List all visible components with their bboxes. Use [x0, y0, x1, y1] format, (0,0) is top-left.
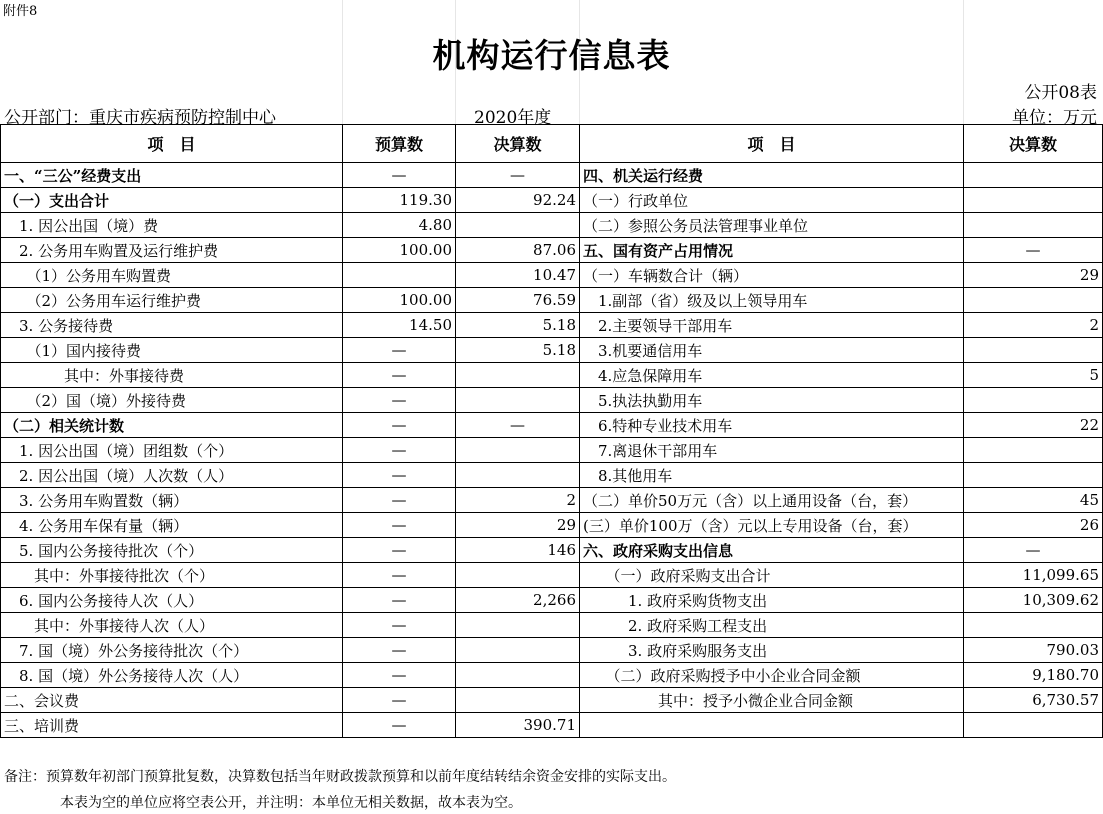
final-cell: 2,266	[456, 588, 580, 613]
budget-cell: 14.50	[343, 313, 456, 338]
department-label: 公开部门：重庆市疾病预防控制中心	[4, 108, 276, 128]
right-item-cell: 8.其他用车	[580, 463, 964, 488]
budget-cell: —	[343, 413, 456, 438]
right-value-cell: 10,309.62	[964, 588, 1103, 613]
table-row	[1, 263, 1103, 288]
left-item-cell: 2. 因公出国（境）人次数（人）	[1, 463, 343, 488]
budget-cell: —	[343, 538, 456, 563]
left-item-cell: 其中：外事接待费	[1, 363, 343, 388]
final-cell	[456, 663, 580, 688]
table-row	[1, 213, 1103, 238]
right-item-cell: 4.应急保障用车	[580, 363, 964, 388]
right-item-cell: 1. 政府采购货物支出	[580, 588, 964, 613]
right-item-cell: 1.副部（省）级及以上领导用车	[580, 288, 964, 313]
right-item-cell: 2.主要领导干部用车	[580, 313, 964, 338]
table-row	[1, 313, 1103, 338]
table-row	[1, 188, 1103, 213]
right-value-cell	[964, 713, 1103, 738]
right-value-cell: —	[964, 538, 1103, 563]
budget-cell: —	[343, 563, 456, 588]
budget-cell: —	[343, 163, 456, 188]
budget-cell: 119.30	[343, 188, 456, 213]
right-value-cell: 5	[964, 363, 1103, 388]
left-item-cell: 其中：外事接待批次（个）	[1, 563, 343, 588]
table-row	[1, 438, 1103, 463]
table-row	[1, 563, 1103, 588]
final-cell	[456, 638, 580, 663]
right-value-cell	[964, 163, 1103, 188]
right-value-cell: 45	[964, 488, 1103, 513]
budget-cell: —	[343, 513, 456, 538]
form-code: 公开08表	[1024, 83, 1097, 103]
table-header-row	[1, 125, 1103, 163]
budget-cell: 4.80	[343, 213, 456, 238]
left-item-cell: 3. 公务用车购置数（辆）	[1, 488, 343, 513]
left-item-cell: 5. 国内公务接待批次（个）	[1, 538, 343, 563]
budget-cell: 100.00	[343, 238, 456, 263]
final-cell: 5.18	[456, 313, 580, 338]
right-item-cell	[580, 713, 964, 738]
final-cell	[456, 563, 580, 588]
right-value-cell: 22	[964, 413, 1103, 438]
table-row	[1, 388, 1103, 413]
table-row	[1, 288, 1103, 313]
right-item-cell: （一）政府采购支出合计	[580, 563, 964, 588]
note-line-1: 备注：预算数年初部门预算批复数，决算数包括当年财政拨款预算和以前年度结转结余资金安排的实际支出。	[4, 769, 676, 785]
final-cell: —	[456, 163, 580, 188]
left-item-cell: 4. 公务用车保有量（辆）	[1, 513, 343, 538]
right-item-cell: 3. 政府采购服务支出	[580, 638, 964, 663]
right-item-cell: （一）行政单位	[580, 188, 964, 213]
budget-cell: —	[343, 463, 456, 488]
right-value-cell: 9,180.70	[964, 663, 1103, 688]
header-item-right: 项 目	[580, 125, 964, 163]
budget-cell: —	[343, 488, 456, 513]
final-cell	[456, 388, 580, 413]
final-cell	[456, 463, 580, 488]
right-value-cell: 790.03	[964, 638, 1103, 663]
page-title: 机构运行信息表	[432, 36, 671, 75]
right-value-cell	[964, 438, 1103, 463]
final-cell	[456, 613, 580, 638]
final-cell	[456, 438, 580, 463]
left-item-cell: （2）公务用车运行维护费	[1, 288, 343, 313]
table-row	[1, 163, 1103, 188]
note-line-2: 本表为空的单位应将空表公开，并注明：本单位无相关数据，故本表为空。	[4, 795, 522, 811]
final-cell	[456, 688, 580, 713]
right-value-cell: 6,730.57	[964, 688, 1103, 713]
header-final: 决算数	[456, 125, 580, 163]
right-value-cell: 11,099.65	[964, 563, 1103, 588]
left-item-cell: 6. 国内公务接待人次（人）	[1, 588, 343, 613]
header-budget: 预算数	[343, 125, 456, 163]
final-cell: 87.06	[456, 238, 580, 263]
left-item-cell: 2. 公务用车购置及运行维护费	[1, 238, 343, 263]
table-row	[1, 638, 1103, 663]
table-row	[1, 663, 1103, 688]
left-item-cell: 一、“三公”经费支出	[1, 163, 343, 188]
final-cell: 76.59	[456, 288, 580, 313]
table-row	[1, 538, 1103, 563]
right-value-cell	[964, 338, 1103, 363]
final-cell: 2	[456, 488, 580, 513]
left-item-cell: 其中：外事接待人次（人）	[1, 613, 343, 638]
right-value-cell: 2	[964, 313, 1103, 338]
right-item-cell: 7.离退休干部用车	[580, 438, 964, 463]
budget-cell: —	[343, 363, 456, 388]
budget-cell	[343, 263, 456, 288]
left-item-cell: （1）公务用车购置费	[1, 263, 343, 288]
right-item-cell: 六、政府采购支出信息	[580, 538, 964, 563]
right-value-cell	[964, 613, 1103, 638]
budget-cell: —	[343, 388, 456, 413]
right-item-cell: 2. 政府采购工程支出	[580, 613, 964, 638]
table-row	[1, 488, 1103, 513]
info-table	[0, 124, 1103, 738]
header-final-right: 决算数	[964, 125, 1103, 163]
left-item-cell: 二、会议费	[1, 688, 343, 713]
right-value-cell: 29	[964, 263, 1103, 288]
header-item-left: 项 目	[1, 125, 343, 163]
right-value-cell	[964, 388, 1103, 413]
right-value-cell: —	[964, 238, 1103, 263]
final-cell	[456, 363, 580, 388]
final-cell: —	[456, 413, 580, 438]
left-item-cell: （一）支出合计	[1, 188, 343, 213]
left-item-cell: 1. 因公出国（境）团组数（个）	[1, 438, 343, 463]
left-item-cell: 7. 国（境）外公务接待批次（个）	[1, 638, 343, 663]
left-item-cell: （1）国内接待费	[1, 338, 343, 363]
left-item-cell: 3. 公务接待费	[1, 313, 343, 338]
unit-label: 单位：万元	[1012, 108, 1097, 128]
right-value-cell	[964, 188, 1103, 213]
left-item-cell: （2）国（境）外接待费	[1, 388, 343, 413]
budget-cell: —	[343, 588, 456, 613]
table-row	[1, 613, 1103, 638]
attachment-label: 附件8	[3, 4, 38, 19]
table-row	[1, 713, 1103, 738]
right-item-cell: （二）单价50万元（含）以上通用设备（台，套）	[580, 488, 964, 513]
final-cell: 92.24	[456, 188, 580, 213]
table-row	[1, 363, 1103, 388]
final-cell: 390.71	[456, 713, 580, 738]
table-row	[1, 588, 1103, 613]
budget-cell: —	[343, 438, 456, 463]
table-row	[1, 413, 1103, 438]
final-cell: 29	[456, 513, 580, 538]
left-item-cell: 三、培训费	[1, 713, 343, 738]
final-cell: 10.47	[456, 263, 580, 288]
budget-cell: —	[343, 338, 456, 363]
budget-cell: —	[343, 713, 456, 738]
left-item-cell: 8. 国（境）外公务接待人次（人）	[1, 663, 343, 688]
budget-cell: —	[343, 688, 456, 713]
right-value-cell: 26	[964, 513, 1103, 538]
right-value-cell	[964, 463, 1103, 488]
budget-cell: —	[343, 638, 456, 663]
budget-cell: —	[343, 613, 456, 638]
left-item-cell: 1. 因公出国（境）费	[1, 213, 343, 238]
right-item-cell: 6.特种专业技术用车	[580, 413, 964, 438]
right-value-cell	[964, 213, 1103, 238]
table-row	[1, 338, 1103, 363]
left-item-cell: （二）相关统计数	[1, 413, 343, 438]
final-cell	[456, 213, 580, 238]
right-value-cell	[964, 288, 1103, 313]
table-row	[1, 238, 1103, 263]
right-item-cell: 5.执法执勤用车	[580, 388, 964, 413]
table-row	[1, 688, 1103, 713]
budget-cell: —	[343, 663, 456, 688]
right-item-cell: 五、国有资产占用情况	[580, 238, 964, 263]
final-cell: 146	[456, 538, 580, 563]
right-item-cell: （一）车辆数合计（辆）	[580, 263, 964, 288]
final-cell: 5.18	[456, 338, 580, 363]
right-item-cell: （二）政府采购授予中小企业合同金额	[580, 663, 964, 688]
right-item-cell: (三）单价100万（含）元以上专用设备（台，套）	[580, 513, 964, 538]
right-item-cell: 其中：授予小微企业合同金额	[580, 688, 964, 713]
right-item-cell: （二）参照公务员法管理事业单位	[580, 213, 964, 238]
budget-cell: 100.00	[343, 288, 456, 313]
year-label: 2020年度	[474, 108, 552, 128]
table-row	[1, 513, 1103, 538]
right-item-cell: 四、机关运行经费	[580, 163, 964, 188]
right-item-cell: 3.机要通信用车	[580, 338, 964, 363]
table-row	[1, 463, 1103, 488]
